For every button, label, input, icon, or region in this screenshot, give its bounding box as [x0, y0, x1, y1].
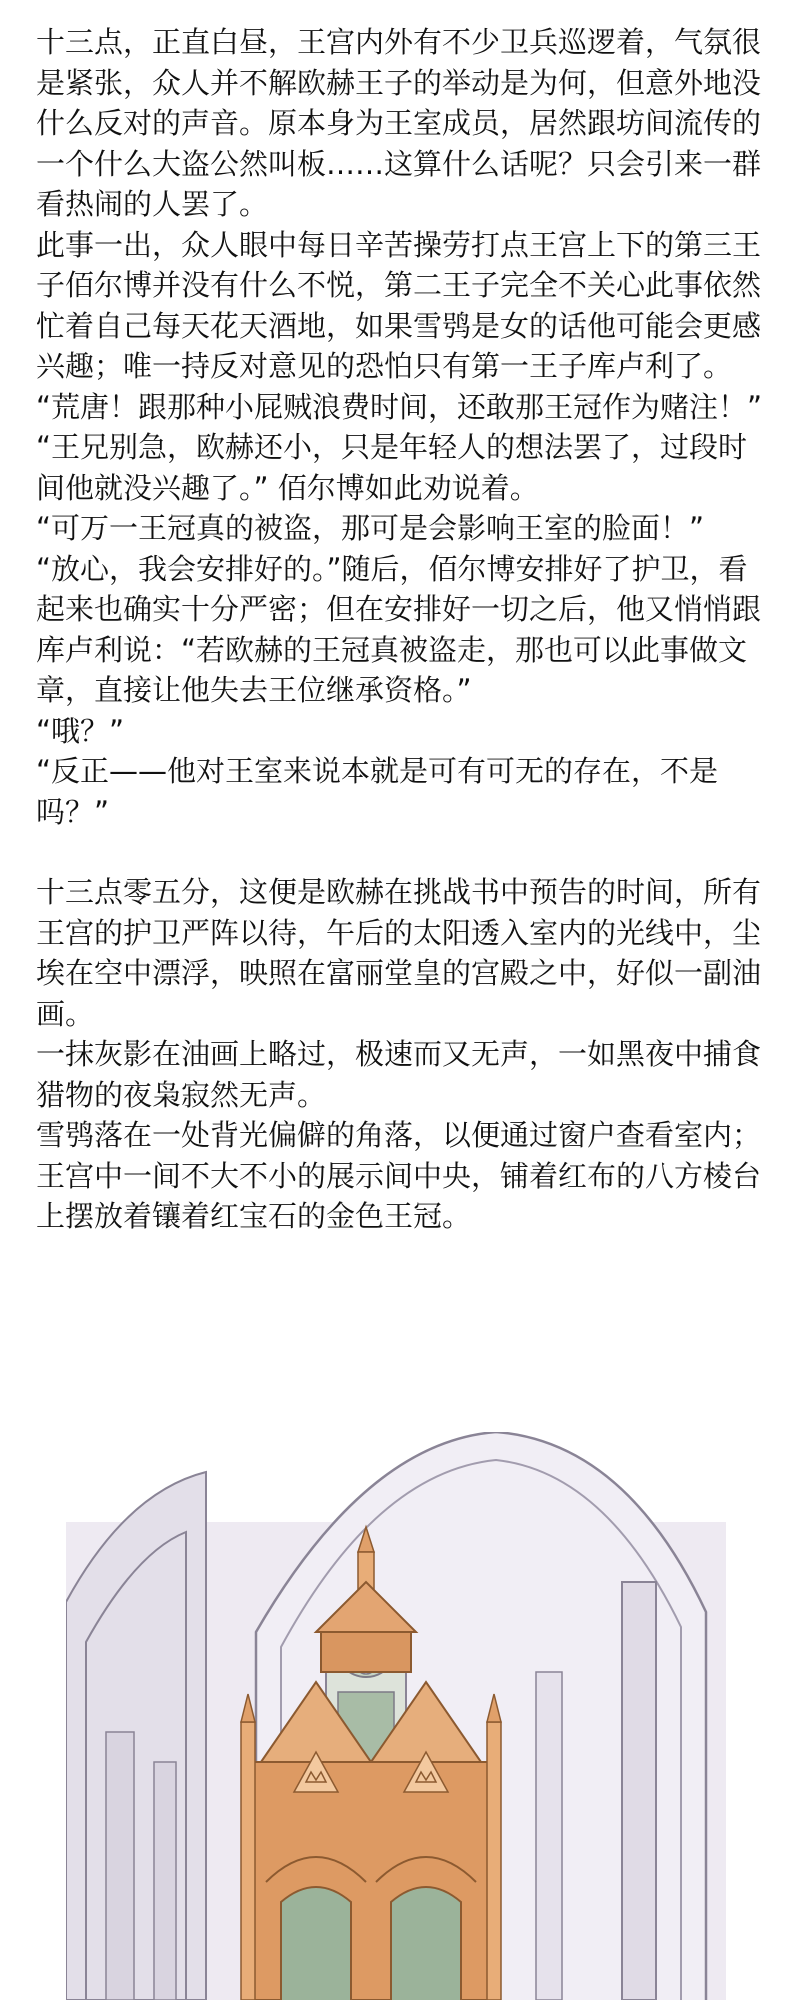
paragraph: “反正——他对王室来说本就是可有可无的存在，不是吗？”	[36, 754, 719, 829]
story-text	[36, 22, 776, 1237]
gothic-hall-illustration	[66, 1432, 726, 2000]
left-pillar-2	[154, 1762, 176, 2000]
section-break	[36, 832, 776, 872]
left-pillar	[106, 1732, 134, 2000]
paragraph: “哦？”	[36, 713, 125, 748]
gothic-hall-icon	[66, 1432, 726, 2000]
mid-pillar	[536, 1672, 562, 2000]
paragraph: 十三点，正直白昼，王宫内外有不少卫兵巡逻着，气氛很是紧张，众人并不解欧赫王子的举动是为何，但意外地没什么反对的声音。原本身为王室成员，居然跟坊间流传的一个什么大盗公然叫板……这算什么话呢？只会引来一群看热闹的人罢了。	[36, 25, 762, 221]
paragraph: “可万一王冠真的被盗，那可是会影响王室的脸面！”	[36, 511, 705, 545]
right-pillar	[622, 1582, 656, 2000]
paragraph: 此事一出，众人眼中每日辛苦操劳打点王宫上下的第三王子佰尔博并没有什么不悦，第二王子完全不关心此事依然忙着自己每天花天酒地，如果雪鸮是女的话他可能会更感兴趣；唯一持反对意见的恐怕只有第一王子库卢利了。	[36, 227, 762, 383]
paragraph: 一抹灰影在油画上略过，极速而又无声，一如黑夜中捕食猎物的夜枭寂然无声。	[36, 1037, 762, 1112]
paragraph: “放心，我会安排好的。”随后，佰尔博安排好了护卫，看起来也确实十分严密；但在安排好一切之后，他又悄悄跟库卢利说：“若欧赫的王冠真被盗走，那也可以此事做文章，直接让他失去王位继承资格。”	[36, 551, 762, 707]
paragraph: “荒唐！跟那种小屁贼浪费时间，还敢那王冠作为赌注！”	[36, 389, 763, 424]
paragraph: “王兄别急，欧赫还小，只是年轻人的想法罢了，过段时间他就没兴趣了。” 佰尔博如此劝说着。	[36, 430, 748, 505]
paragraph: 十三点零五分，这便是欧赫在挑战书中预告的时间，所有王宫的护卫严阵以待，午后的太阳透入室内的光线中，尘埃在空中漂浮，映照在富丽堂皇的宫殿之中，好似一副油画。	[36, 875, 762, 1031]
paragraph: 雪鸮落在一处背光偏僻的角落，以便通过窗户查看室内；王宫中一间不大不小的展示间中央，铺着红布的八方棱台上摆放着镶着红宝石的金色王冠。	[36, 1118, 762, 1233]
